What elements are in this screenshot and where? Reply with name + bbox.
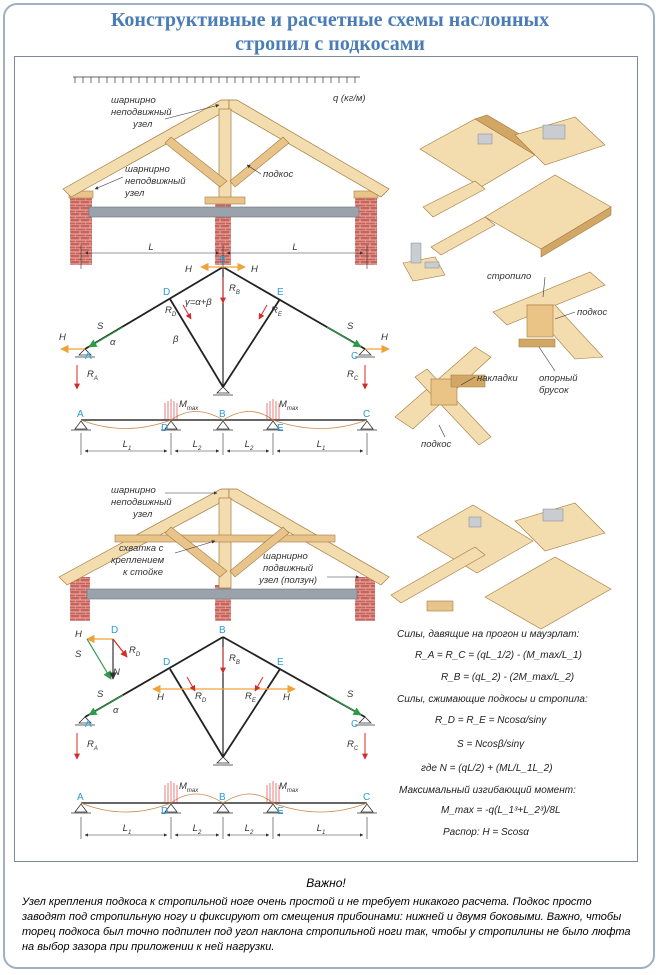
label-H-left: H <box>59 332 66 343</box>
label-S-right: S <box>347 321 354 332</box>
formula-6: M_max = -q(L_1³+L_2³)/8L <box>441 805 561 816</box>
bottom-ridge-label-1: шарнирно <box>111 485 156 496</box>
bottom-scheme <box>59 485 389 621</box>
load-label: q (кг/м) <box>333 93 366 104</box>
beam-point-D: D <box>161 423 169 434</box>
label-RD: $R_D$ <box>165 305 177 318</box>
b-beam-point-D: D <box>161 806 169 817</box>
tri-point-D: D <box>111 625 119 636</box>
formula-5: где N = (qL/2) + (ML/L_1L_2) <box>421 763 553 774</box>
formula-header-1: Силы, давящие на прогон и мауэрлат: <box>397 629 580 640</box>
important-note <box>14 864 638 960</box>
detail-rafter-label: стропило <box>487 271 532 282</box>
tri-label-H: H <box>75 629 82 640</box>
b-strut-line-left <box>170 669 223 757</box>
bottom-right-wall <box>355 577 375 621</box>
tri-label-N: N <box>113 667 120 678</box>
right-rafter <box>229 100 389 197</box>
eave-node-label-1: шарнирно <box>125 164 170 175</box>
center-beam <box>205 197 245 204</box>
b-strut-line-right <box>223 669 280 757</box>
top-scheme <box>63 77 389 269</box>
b-dim-L1-left: $L_1$ <box>122 823 132 836</box>
beam-point-B: B <box>219 409 226 420</box>
slider-label-1: шарнирно <box>263 551 308 562</box>
b-beam-point-B: B <box>219 792 226 803</box>
span-label-right: L <box>292 242 298 253</box>
diagram-canvas <box>15 57 639 863</box>
b-beam-point-A: A <box>77 792 84 803</box>
dim-L2-left: $L_2$ <box>192 439 202 452</box>
calc-scheme-bottom <box>75 625 375 765</box>
diagram-panel <box>14 56 638 862</box>
label-RA: $R_A$ <box>87 369 98 382</box>
important-heading: Важно! <box>306 876 346 890</box>
b-dim-L1-right: $L_1$ <box>316 823 326 836</box>
b-label-S-right: S <box>347 689 354 700</box>
formulas <box>397 629 588 838</box>
b-beam-point-C: C <box>363 792 371 803</box>
point-B: B <box>219 255 226 266</box>
b-point-B: B <box>219 625 226 636</box>
label-alpha: α <box>110 337 116 348</box>
RE-arrow <box>259 305 267 319</box>
formula-4: S = Ncosβ/sinγ <box>457 739 525 750</box>
formula-1: R_A = R_C = (qL_1/2) - (M_max/L_1) <box>415 650 582 661</box>
formula-7: Распор: H = Scosα <box>443 827 529 838</box>
detail-support-bar-label-1: опорный <box>539 373 578 384</box>
b-point-A: A <box>85 719 92 730</box>
span-label-left: L <box>148 242 154 253</box>
detail-support-bar-label-2: брусок <box>539 385 569 396</box>
label-H-top-left: H <box>185 264 192 275</box>
label-RB: $R_B$ <box>229 283 240 296</box>
b-dim-L2-left: $L_2$ <box>192 823 202 836</box>
important-text: Узел крепления подкоса к стропильной ноге очень простой и не требует никакого расчета. Подкос просто заводят под стропильную ногу и фиксируют от смещения прибоинами: нижней и двумя боковыми. Важно, чтобы торец подкоса был точно подпилен под угол наклона стропильной ноги так, чтобы у стропилины не было люфта на выбор зазора при приложении к ней нагрузки. <box>22 896 631 953</box>
b-point-D: D <box>163 657 171 668</box>
b-label-RD: $R_D$ <box>195 691 207 704</box>
page-title <box>60 8 600 56</box>
beam-Mmax-left: $M_{max}$ <box>179 399 199 412</box>
label-gamma: γ=α+β <box>185 297 212 308</box>
clamp-label-2: креплением <box>111 555 165 566</box>
tri-label-RD: $R_D$ <box>129 645 141 658</box>
clamp-beam <box>115 535 335 542</box>
b-label-S-left: S <box>97 689 104 700</box>
dim-L1-left: $L_1$ <box>122 439 132 452</box>
ridge-node-label-3: узел <box>133 119 153 130</box>
strut-label: подкос <box>263 169 294 180</box>
b-beam-point-E: E <box>277 806 284 817</box>
formula-header-2: Силы, сжимающие подкосы и стропила: <box>397 694 588 705</box>
tri-label-S: S <box>75 649 82 660</box>
beam-diagram-bottom <box>71 781 377 839</box>
label-H-right: H <box>381 332 388 343</box>
label-RC: $R_C$ <box>347 369 359 382</box>
beam-point-C: C <box>363 409 371 420</box>
b-support-post <box>213 757 233 765</box>
b-dim-L2-right: $L_2$ <box>244 823 254 836</box>
b-beam-support-B <box>213 804 233 813</box>
point-E: E <box>277 287 284 298</box>
point-A: A <box>85 351 92 362</box>
S-arrow-right <box>327 327 361 347</box>
beam-point-E: E <box>277 423 284 434</box>
point-C: C <box>351 351 359 362</box>
S-arrow-left <box>89 327 123 347</box>
label-beta: β <box>173 334 179 345</box>
b-point-E: E <box>277 657 284 668</box>
b-label-RB: $R_B$ <box>229 653 240 666</box>
bottom-ridge-label-3: узел <box>133 509 153 520</box>
b-S-arrow-right <box>327 695 361 715</box>
b-label-RE: $R_E$ <box>245 691 256 704</box>
slider-label-3: узел (ползун) <box>259 575 318 586</box>
label-RE: $R_E$ <box>271 305 282 318</box>
detail-strut-label-1: подкос <box>577 307 608 318</box>
page-title-line-1: Конструктивные и расчетные схемы наслонных <box>110 9 550 31</box>
beam-Mmax-right: $M_{max}$ <box>279 399 299 412</box>
clamp-label-3: к стойке <box>123 567 164 578</box>
beam-support-B <box>213 421 233 430</box>
b-label-alpha: α <box>113 705 119 716</box>
label-H-top-right: H <box>251 264 258 275</box>
formula-3: R_D = R_E = Ncosα/sinγ <box>435 715 547 726</box>
eave-node-label-2: неподвижный <box>125 176 186 187</box>
bottom-left-strut <box>165 527 227 577</box>
detail-strut-label-2: подкос <box>421 439 452 450</box>
b-label-RA: $R_A$ <box>87 739 98 752</box>
ridge-node-label-1: шарнирно <box>111 95 156 106</box>
b-label-H-left: H <box>157 692 164 703</box>
point-D: D <box>163 287 171 298</box>
distributed-load-arrows <box>73 77 360 83</box>
detail-illustrations-bottom <box>391 503 611 629</box>
eave-node-label-3: узел <box>125 188 145 199</box>
force-tri-S <box>87 639 111 679</box>
b-label-H-right: H <box>283 692 290 703</box>
formula-header-3: Максимальный изгибающий момент: <box>399 785 576 796</box>
dim-L1-right: $L_1$ <box>316 439 326 452</box>
b-beam-Mmax-left: $M_{max}$ <box>179 781 199 794</box>
slider-label-2: подвижный <box>263 563 314 574</box>
beam-diagram-top <box>71 399 377 455</box>
calc-scheme-top <box>59 255 389 395</box>
support-post <box>213 387 233 395</box>
label-S-left: S <box>97 321 104 332</box>
b-beam-Mmax-right: $M_{max}$ <box>279 781 299 794</box>
bottom-ridge-label-2: неподвижный <box>111 497 172 508</box>
beam-point-A: A <box>77 409 84 420</box>
clamp-label-1: схватка с <box>119 543 164 554</box>
dim-L2-right: $L_2$ <box>244 439 254 452</box>
b-label-RC: $R_C$ <box>347 739 359 752</box>
bottom-floor-slab <box>87 589 357 599</box>
floor-slab <box>89 207 359 217</box>
page-title-line-2: стропил с подкосами <box>235 33 425 55</box>
ridge-node-label-2: неподвижный <box>111 107 172 118</box>
b-point-C: C <box>351 719 359 730</box>
formula-2: R_B = (qL_2) - (2M_max/L_2) <box>441 672 575 683</box>
force-tri-RD <box>113 639 127 657</box>
detail-illustrations-top <box>395 115 611 450</box>
detail-plates-label: накладки <box>477 373 518 384</box>
